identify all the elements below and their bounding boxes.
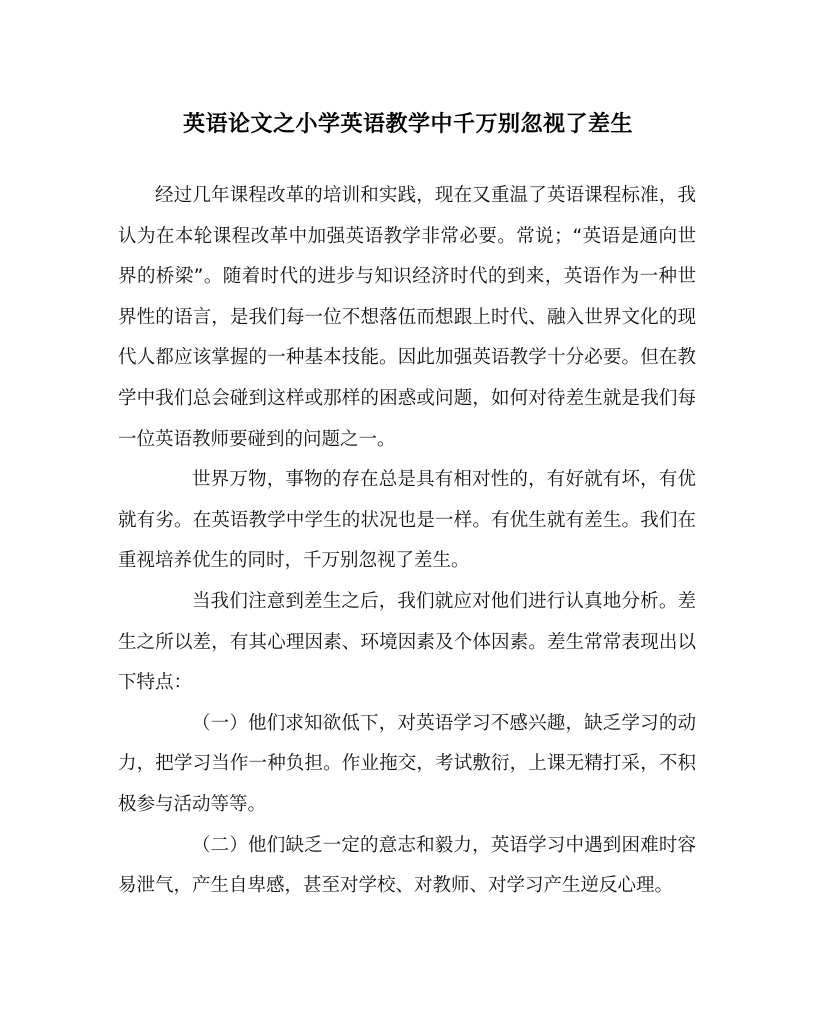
- paragraph-1: 经过几年课程改革的培训和实践，现在又重温了英语课程标准，我认为在本轮课程改革中加强英语教学非常必要。常说；“英语是通向世界的桥梁”。随着时代的进步与知识经济时代的到来，英语作为一种世界性的语言，是我们每一位不想落伍而想跟上时代、融入世界文化的现代人都应该掌握的一种基本技能。因此加强英语教学十分必要。但在教学中我们总会碰到这样或那样的困惑或问题，如何对待差生就是我们每一位英语教师要碰到的问题之一。: [118, 185, 696, 450]
- paragraph-5: （二）他们缺乏一定的意志和毅力，英语学习中遇到困难时容易泄气，产生自卑感，甚至对学校、对教师、对学习产生逆反心理。: [118, 834, 696, 897]
- document-body: [118, 176, 696, 907]
- document-title: 英语论文之小学英语教学中千万别忽视了差生: [182, 111, 633, 137]
- paragraph-3: 当我们注意到差生之后，我们就应对他们进行认真地分析。差生之所以差，有其心理因素、环境因素及个体因素。差生常常表现出以下特点：: [118, 590, 696, 694]
- paragraph-2: 世界万物，事物的存在总是具有相对性的，有好就有坏，有优就有劣。在英语教学中学生的状况也是一样。有优生就有差生。我们在重视培养优生的同时，千万别忽视了差生。: [118, 469, 696, 572]
- paragraph-4: （一）他们求知欲低下，对英语学习不感兴趣，缺乏学习的动力，把学习当作一种负担。作业拖交，考试敷衍，上课无精打采，不积极参与活动等等。: [118, 712, 696, 815]
